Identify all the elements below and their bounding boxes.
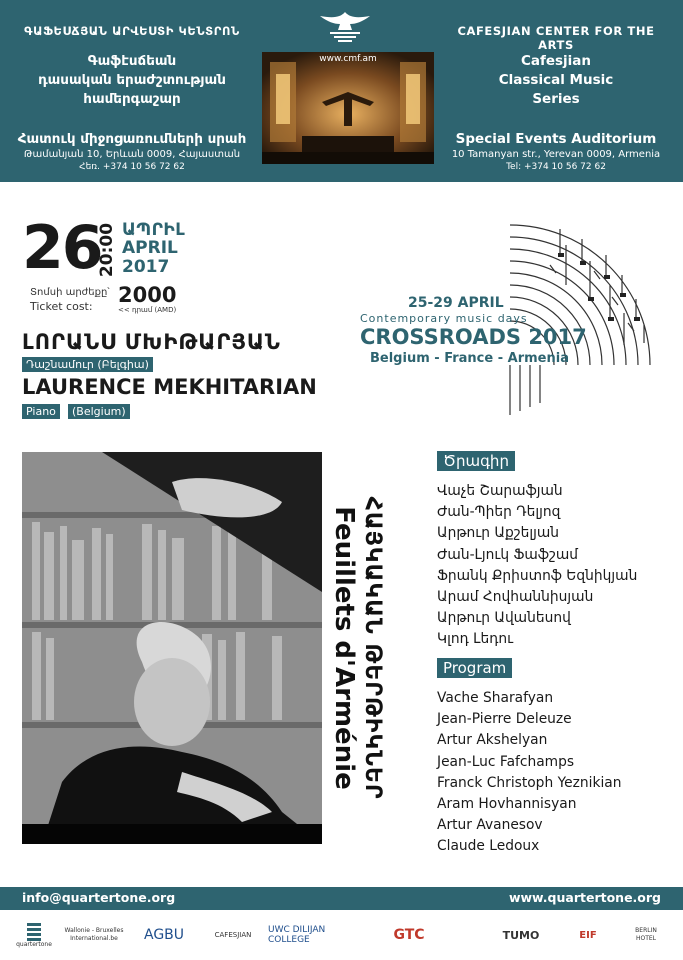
festival-countries: Belgium - France - Armenia xyxy=(370,351,569,366)
album-title-hy: ՀԱՅԿԱԿԱՆ ԹԵՐԹԻԿՆԵՐ xyxy=(360,496,385,800)
event-month-hy: ԱՊՐԻԼ xyxy=(122,220,186,240)
event-year: 2017 xyxy=(122,257,170,277)
ticket-label-en: Ticket cost: xyxy=(30,300,93,313)
ticket-label-hy: Տոմսի արժեքը՝ xyxy=(30,287,110,298)
event-day: 26 xyxy=(22,213,102,283)
sponsor-logos xyxy=(0,912,683,958)
header-right-org: CAFESJIAN CENTER FOR THE ARTS xyxy=(457,24,655,52)
album-title-rotated xyxy=(329,452,385,844)
program-item: Վաչե Շարաֆյան xyxy=(437,483,563,499)
artist-role-hy: Դաշնամուր (Բելգիա) xyxy=(22,357,153,372)
header-right-address: 10 Tamanyan str., Yerevan 0009, Armenia xyxy=(451,149,661,160)
agbu-logo: AGBU xyxy=(143,927,185,943)
berlin-hotel-logo: BERLIN HOTEL xyxy=(635,927,657,942)
winged-emblem-icon xyxy=(300,8,390,48)
series-line: դասական երաժշտության xyxy=(38,72,226,88)
header-right-series xyxy=(438,52,674,109)
wallonie-bruxelles-logo: Wallonie - Bruxelles International.be xyxy=(64,927,124,942)
program-item: Կլոդ Լեդու xyxy=(437,631,514,648)
auditorium-photo xyxy=(262,52,434,164)
series-line: Series xyxy=(532,91,580,107)
program-item: Ժան-Լյուկ Ֆաֆշամ xyxy=(437,546,579,563)
program-item: Claude Ledoux xyxy=(437,838,540,855)
album-title-fr: Feuillets d'Arménie xyxy=(329,506,359,790)
program-item: Jean-Pierre Deleuze xyxy=(437,711,572,728)
festival-title: CROSSROADS 2017 xyxy=(360,325,587,349)
program-item: Vache Sharafyan xyxy=(437,690,554,706)
ticket-currency: << դրամ (AMD) xyxy=(118,306,177,314)
footer-website[interactable]: www.quartertone.org xyxy=(508,890,661,905)
event-time-box xyxy=(96,218,118,284)
header-left-org: ԳԱՖԵՍՃՅԱՆ ԱՐՎԵՍՏԻ ԿԵՆՏՐՈՆ xyxy=(24,24,240,38)
tumo-logo: TUMO xyxy=(502,928,540,942)
series-line: համերգաշար xyxy=(83,91,181,107)
program-item: Artur Akshelyan xyxy=(437,732,548,749)
header-banner xyxy=(0,0,683,182)
artist-photo-illustration xyxy=(22,452,322,844)
header-right-phone: Tel: +374 10 56 72 62 xyxy=(506,162,606,172)
program-list-hy xyxy=(437,481,637,651)
ticket-price: 2000 xyxy=(118,283,177,307)
event-time: 20:00 xyxy=(97,222,117,278)
festival-subtitle: Contemporary music days xyxy=(360,312,528,325)
cafesjian-logo: CAFESJIAN xyxy=(214,931,252,939)
header-right-venue: Special Events Auditorium xyxy=(455,131,657,147)
header-url: www.cmf.am xyxy=(319,54,377,64)
program-list-en xyxy=(437,688,622,858)
series-line: Classical Music xyxy=(498,72,614,88)
program-item: Franck Christoph Yeznikian xyxy=(437,774,622,791)
header-left-address: Թամանյան 10, Երևան 0009, Հայաստան xyxy=(23,149,241,160)
quartertone-logo xyxy=(18,920,50,950)
program-item: Artur Avanesov xyxy=(437,817,543,834)
artist-name-hy: ԼՈՐԱՆՍ ՄԽԻԹԱՐՅԱՆ xyxy=(22,330,281,354)
program-item: Jean-Luc Fafchamps xyxy=(437,753,575,770)
artist-country-en: (Belgium) xyxy=(68,404,130,419)
eif-logo: EIF xyxy=(579,929,597,941)
artist-role-en: Piano xyxy=(22,404,60,419)
event-month-en: APRIL xyxy=(122,238,178,258)
artist-photo xyxy=(22,452,322,844)
header-left-series xyxy=(6,52,258,109)
header-left-venue: Հատուկ միջոցառումների սրահ xyxy=(17,131,247,147)
artist-name-en: LAURENCE MEKHITARIAN xyxy=(22,375,317,399)
uwc-dilijan-logo: UWC DILIJAN COLLEGE xyxy=(268,925,326,945)
auditorium-illustration xyxy=(262,52,434,164)
contact-email[interactable]: info@quartertone.org xyxy=(22,890,176,905)
album-title-vertical xyxy=(322,452,392,844)
program-heading-en: Program xyxy=(437,658,512,678)
series-line: Գաֆէսճեան xyxy=(87,53,177,69)
logo-label: quartertone xyxy=(16,940,52,948)
program-item: Ժան-Պիեր Դելյոզ xyxy=(437,504,561,521)
program-item: Արթուր Աքշելյան xyxy=(437,525,560,542)
quartertone-icon xyxy=(27,923,41,941)
program-item: Արթուր Ավանեսով xyxy=(437,610,571,627)
series-line: Cafesjian xyxy=(520,53,592,69)
header-left-phone: Հեռ. +374 10 56 72 62 xyxy=(79,162,185,172)
program-item: Արամ Հովհաննիսյան xyxy=(437,589,594,606)
festival-dates: 25-29 APRIL xyxy=(408,295,504,311)
program-heading-hy: Ծրագիր xyxy=(437,451,515,471)
program-item: Aram Hovhannisyan xyxy=(437,796,577,813)
gtc-logo: GTC xyxy=(393,927,425,943)
program-item: Ֆրանկ Քրիստոֆ Եզնիկյան xyxy=(437,567,638,584)
